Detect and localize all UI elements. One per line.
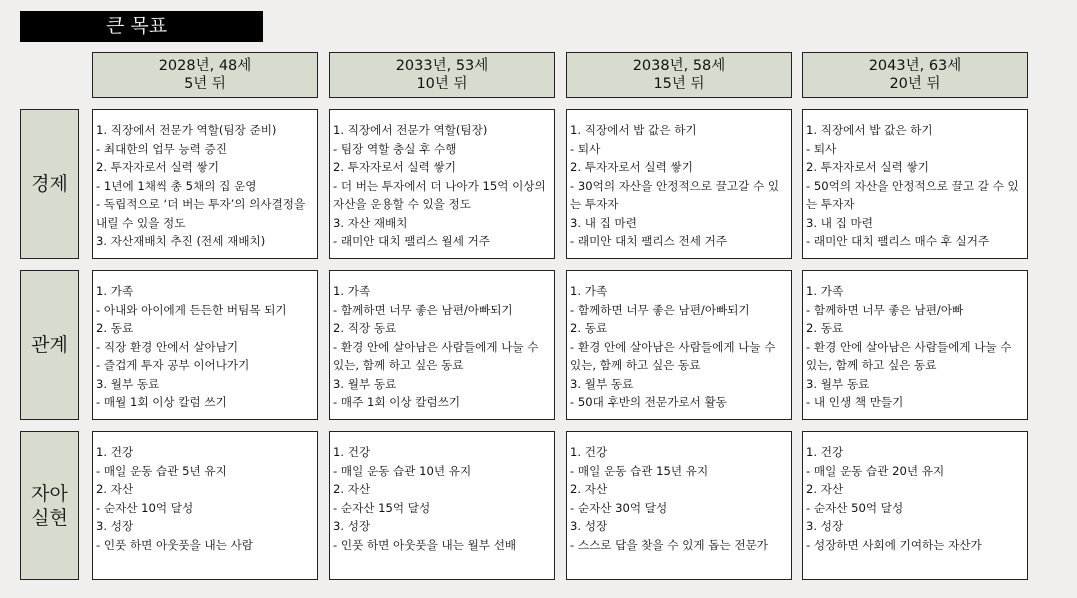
goal-heading: 2. 투자자로서 실력 쌓기 <box>570 160 693 174</box>
row-label-text: 자아 <box>31 482 68 505</box>
goal-cell <box>92 431 318 580</box>
goal-heading: 2. 투자자로서 실력 쌓기 <box>333 160 456 174</box>
goal-heading: 1. 가족 <box>570 284 608 298</box>
goal-item: - 환경 안에 살아남은 사람들에게 나눌 수 있는, 함께 하고 싶은 동료 <box>570 339 776 372</box>
goal-cell <box>92 109 318 259</box>
goal-heading: 1. 건강 <box>806 445 844 459</box>
goal-heading: 1. 가족 <box>333 284 371 298</box>
header-horizon: 15년 뒤 <box>653 76 705 92</box>
goal-heading: 2. 자산 <box>806 482 844 496</box>
goal-heading: 3. 월부 동료 <box>570 376 634 391</box>
goal-item: - 직장 환경 안에서 살아남기 <box>96 339 239 354</box>
goal-item: - 래미안 대치 팰리스 전세 거주 <box>570 234 728 248</box>
goal-heading: 3. 성장 <box>96 519 134 533</box>
goal-cell <box>802 431 1028 580</box>
goal-heading: 3. 내 집 마련 <box>570 215 637 230</box>
goal-heading: 2. 자산 <box>570 482 608 496</box>
goal-heading: 2. 동료 <box>96 321 134 335</box>
goal-heading: 1. 직장에서 전문가 역할(팀장) <box>333 123 488 137</box>
goal-heading: 2. 자산 <box>96 482 134 496</box>
goal-cell <box>566 431 792 580</box>
goal-item: - 팀장 역할 충실 후 수행 <box>333 141 457 156</box>
goal-heading: 2. 동료 <box>806 321 844 335</box>
goal-heading: 1. 직장에서 밥 값은 하기 <box>570 123 697 137</box>
goal-item: - 순자산 30억 달성 <box>570 500 668 515</box>
header-20-years <box>802 52 1028 98</box>
goal-item: - 1년에 1채씩 총 5채의 집 운영 <box>96 178 257 193</box>
goal-item: - 성장하면 사회에 기여하는 자산가 <box>806 537 982 552</box>
goal-heading: 3. 자산재배치 추진 (전세 재배치) <box>96 234 266 248</box>
goal-item: - 30억의 자산을 안정적으로 끌고갈 수 있는 투자자 <box>570 178 780 211</box>
goal-item: - 인풋 하면 아웃풋을 내는 사람 <box>96 537 254 552</box>
header-horizon: 5년 뒤 <box>184 76 226 92</box>
goal-item: - 퇴사 <box>570 141 601 156</box>
goal-heading: 3. 성장 <box>806 519 844 533</box>
goal-heading: 2. 투자자로서 실력 쌓기 <box>806 160 929 174</box>
row-label-text: 실현 <box>31 506 68 529</box>
goal-cell <box>329 431 555 580</box>
goal-heading: 1. 직장에서 밥 값은 하기 <box>806 123 933 137</box>
goal-cell <box>329 270 555 420</box>
goal-item: - 순자산 10억 달성 <box>96 500 194 515</box>
goal-item: - 래미안 대치 팰리스 매수 후 실거주 <box>806 234 990 248</box>
goal-item: - 즐겁게 투자 공부 이어나가기 <box>96 358 250 372</box>
header-horizon: 10년 뒤 <box>416 76 468 92</box>
goal-item: - 래미안 대치 팰리스 월세 거주 <box>333 234 491 248</box>
goal-item: - 최대한의 업무 능력 증진 <box>96 141 227 156</box>
goal-item: - 순자산 15억 달성 <box>333 500 431 515</box>
goal-heading: 3. 자산 재배치 <box>333 215 408 230</box>
goal-item: - 50억의 자산을 안정적으로 끌고 갈 수 있는 투자자 <box>806 178 1019 211</box>
goal-cell <box>566 270 792 420</box>
goal-item: - 환경 안에 살아남은 사람들에게 나눌 수 있는, 함께 하고 싶은 동료 <box>333 339 539 372</box>
row-label-text: 경제 <box>31 173 68 195</box>
goal-heading: 1. 건강 <box>96 445 134 459</box>
header-year-age: 2028년, 48세 <box>158 58 252 74</box>
goal-heading: 1. 건강 <box>570 445 608 459</box>
goal-item: - 더 버는 투자에서 더 나아가 15억 이상의 자산을 운용할 수 있을 정도 <box>333 178 546 211</box>
goal-cell <box>802 109 1028 259</box>
goal-cell <box>92 270 318 420</box>
header-horizon: 20년 뒤 <box>889 76 941 92</box>
header-15-years <box>566 52 792 98</box>
goal-heading: 1. 가족 <box>96 284 134 298</box>
page-title: 큰 목표 <box>20 11 263 42</box>
goal-cell <box>566 109 792 259</box>
goal-item: - 내 인생 책 만들기 <box>806 395 904 409</box>
goal-item: - 인풋 하면 아웃풋을 내는 월부 선배 <box>333 537 517 552</box>
goal-heading: 2. 투자자로서 실력 쌓기 <box>96 160 219 174</box>
goal-item: - 매일 운동 습관 5년 유지 <box>96 463 227 478</box>
goal-heading: 3. 성장 <box>570 519 608 533</box>
goal-heading: 2. 동료 <box>570 321 608 335</box>
goal-item: - 아내와 아이에게 든든한 버팀목 되기 <box>96 302 287 317</box>
header-year-age: 2043년, 63세 <box>868 58 962 74</box>
goal-heading: 3. 월부 동료 <box>96 376 160 391</box>
row-label-text: 관계 <box>31 334 68 356</box>
goal-item: - 매일 운동 습관 15년 유지 <box>570 463 709 478</box>
goal-item: - 매월 1회 이상 칼럼 쓰기 <box>96 395 227 409</box>
goal-heading: 2. 직장 동료 <box>333 321 397 335</box>
goal-item: - 독립적으로 ‘더 버는 투자’의 의사결정을 내릴 수 있을 정도 <box>96 197 306 230</box>
goal-heading: 3. 내 집 마련 <box>806 215 873 230</box>
row-label-relationship <box>20 270 79 420</box>
goal-item: - 스스로 답을 찾을 수 있게 돕는 전문가 <box>570 537 768 552</box>
goal-item: - 함께하면 너무 좋은 남편/아빠 <box>806 302 964 317</box>
goal-item: - 매일 운동 습관 10년 유지 <box>333 463 472 478</box>
goal-heading: 1. 건강 <box>333 445 371 459</box>
goal-item: - 50대 후반의 전문가로서 활동 <box>570 395 727 409</box>
goal-item: - 퇴사 <box>806 141 837 156</box>
goal-item: - 환경 안에 살아남은 사람들에게 나눌 수 있는, 함께 하고 싶은 동료 <box>806 339 1012 372</box>
header-5-years <box>92 52 318 98</box>
goal-heading: 3. 성장 <box>333 519 371 533</box>
goal-item: - 함께하면 너무 좋은 남편/아빠되기 <box>570 302 750 317</box>
goal-item: - 매주 1회 이상 칼럼쓰기 <box>333 395 461 409</box>
header-year-age: 2033년, 53세 <box>395 58 489 74</box>
header-10-years <box>329 52 555 98</box>
row-label-self-realization <box>20 431 79 580</box>
goal-heading: 3. 월부 동료 <box>333 376 397 391</box>
goal-heading: 2. 자산 <box>333 482 371 496</box>
goal-item: - 순자산 50억 달성 <box>806 500 904 515</box>
goal-item: - 함께하면 너무 좋은 남편/아빠되기 <box>333 302 513 317</box>
goal-heading: 1. 직장에서 전문가 역할(팀장 준비) <box>96 123 277 137</box>
header-year-age: 2038년, 58세 <box>632 58 726 74</box>
goal-item: - 매일 운동 습관 20년 유지 <box>806 463 945 478</box>
goal-heading: 1. 가족 <box>806 284 844 298</box>
goal-cell <box>329 109 555 259</box>
goal-cell <box>802 270 1028 420</box>
goal-heading: 3. 월부 동료 <box>806 376 870 391</box>
row-label-economy <box>20 109 79 259</box>
